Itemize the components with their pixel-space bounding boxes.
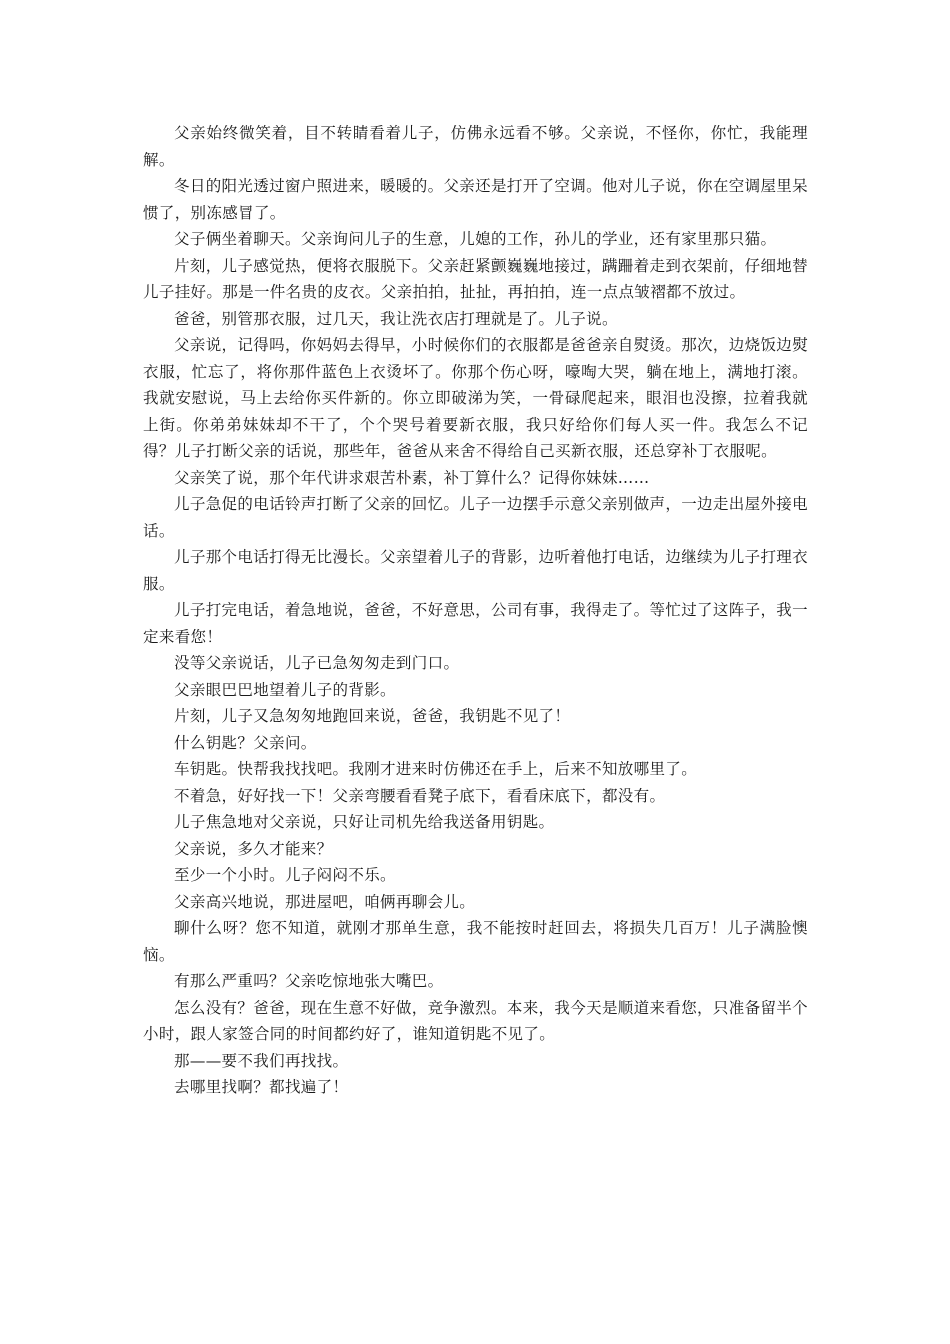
paragraph: 那——要不我们再找找。 xyxy=(174,1051,349,1070)
paragraph: 车钥匙。快帮我找找吧。我刚才进来时仿佛还在手上，后来不知放哪里了。 xyxy=(174,760,698,778)
paragraph: 儿子打完电话，着急地说，爸爸，不好意思，公司有事，我得走了。等忙过了这阵子，我一定来看您！ xyxy=(143,601,809,646)
paragraph: 片刻，儿子又急匆匆地跑回来说，爸爸，我钥匙不见了！ xyxy=(174,707,571,725)
paragraph: 父亲说，多久才能来？ xyxy=(174,839,333,858)
paragraph: 没等父亲说话，儿子已急匆匆走到门口。 xyxy=(174,654,460,672)
paragraph: 冬日的阳光透过窗户照进来，暖暖的。父亲还是打开了空调。他对儿子说，你在空调屋里呆惯了，别冻感冒了。 xyxy=(143,177,809,222)
paragraph: 父亲笑了说，那个年代讲求艰苦朴素，补丁算什么？记得你妹妹…… xyxy=(174,468,650,487)
paragraph: 儿子急促的电话铃声打断了父亲的回忆。儿子一边摆手示意父亲别做声，一边走出屋外接电话。 xyxy=(143,495,809,540)
paragraph: 儿子那个电话打得无比漫长。父亲望着儿子的背影，边听着他打电话，边继续为儿子打理衣服。 xyxy=(143,548,809,593)
paragraph: 儿子焦急地对父亲说，只好让司机先给我送备用钥匙。 xyxy=(174,813,555,831)
paragraph: 父亲眼巴巴地望着儿子的背影。 xyxy=(174,680,396,699)
paragraph: 去哪里找啊？都找遍了！ xyxy=(174,1078,349,1096)
document-body xyxy=(143,120,808,1101)
paragraph: 不着急，好好找一下！父亲弯腰看看凳子底下，看看床底下，都没有。 xyxy=(174,786,666,805)
paragraph: 聊什么呀？您不知道，就刚才那单生意，我不能按时赶回去，将损失几百万！儿子满脸懊恼。 xyxy=(143,919,808,964)
paragraph: 父亲说，记得吗，你妈妈去得早，小时候你们的衣服都是爸爸亲自熨烫。那次，边烧饭边熨衣服，忙忘了，将你那件蓝色上衣烫坏了。你那个伤心呀，嚎啕大哭，躺在地上，满地打滚。我就安慰说，马上去给你买件新的。你立即破涕为笑，一骨碌爬起来，眼泪也没擦，拉着我就上街。你弟弟妹妹却不干了，个个哭号着要新衣服，我只好给你们每人买一件。我怎么不记得？儿子打断父亲的话说，那些年，爸爸从来舍不得给自己买新衣服，还总穿补丁衣服呢。 xyxy=(143,336,809,460)
paragraph: 父亲高兴地说，那进屋吧，咱俩再聊会儿。 xyxy=(174,892,476,911)
paragraph: 父亲始终微笑着，目不转睛看着儿子，仿佛永远看不够。父亲说，不怪你，你忙，我能理解。 xyxy=(143,124,808,169)
paragraph: 片刻，儿子感觉热，便将衣服脱下。父亲赶紧颤巍巍地接过，蹒跚着走到衣架前，仔细地替儿子挂好。那是一件名贵的皮衣。父亲拍拍，扯扯，再拍拍，连一点点皱褶都不放过。 xyxy=(143,256,809,301)
paragraph: 怎么没有？爸爸，现在生意不好做，竞争激烈。本来，我今天是顺道来看您，只准备留半个小时，跟人家签合同的时间都约好了，谁知道钥匙不见了。 xyxy=(143,998,809,1043)
paragraph: 有那么严重吗？父亲吃惊地张大嘴巴。 xyxy=(174,972,444,990)
paragraph: 爸爸，别管那衣服，过几天，我让洗衣店打理就是了。儿子说。 xyxy=(174,309,618,328)
paragraph: 父子俩坐着聊天。父亲询问儿子的生意，儿媳的工作，孙儿的学业，还有家里那只猫。 xyxy=(174,230,777,248)
paragraph: 什么钥匙？父亲问。 xyxy=(174,733,317,752)
paragraph: 至少一个小时。儿子闷闷不乐。 xyxy=(174,866,396,884)
